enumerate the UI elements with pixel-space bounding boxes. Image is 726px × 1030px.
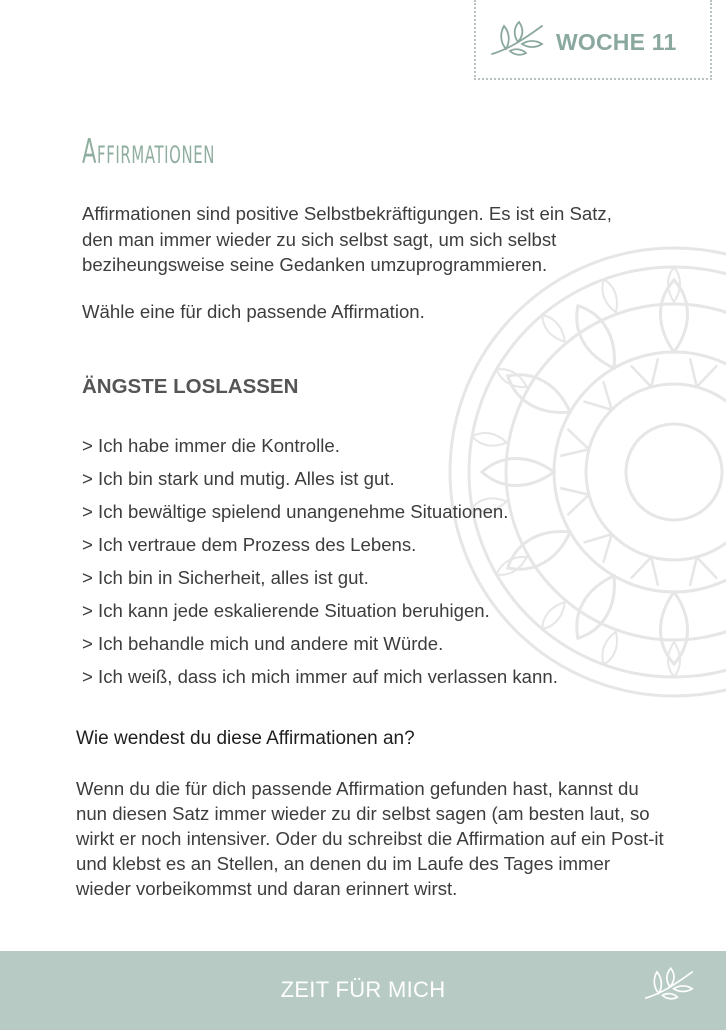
section-title: ÄNGSTE LOSLASSEN (82, 375, 299, 398)
leaf-branch-icon (488, 20, 546, 60)
week-badge (474, 0, 712, 80)
intro-paragraph: Affirmationen sind positive Selbstbekräftigungen. Es ist ein Satz, den man immer wieder zu sich selbst sagt, um sich selbst beziheungsweise seine Gedanken umzuprogrammieren. (82, 203, 612, 275)
list-item: > Ich habe immer die Kontrolle. (82, 435, 340, 456)
list-item: > Ich bewältige spielend unangenehme Situationen. (82, 501, 509, 522)
answer-paragraph: Wenn du die für dich passende Affirmation gefunden hast, kannst du nun diesen Satz immer wieder zu dir selbst sagen (am besten laut, so wirkt er noch intensiver. Oder du schreibst die Affirmation auf ein Post-it und klebst es an Stellen, an denen du im Laufe des Tages immer wieder vorbeikommst und daran erinnert wirst. (76, 778, 664, 899)
list-item: > Ich bin stark und mutig. Alles ist gut. (82, 468, 395, 489)
question-heading: Wie wendest du diese Affirmationen an? (76, 728, 415, 749)
affirmation-list (82, 433, 558, 697)
leaf-branch-icon (642, 965, 696, 1005)
list-item: > Ich vertraue dem Prozess des Lebens. (82, 534, 417, 555)
choose-instruction: Wähle eine für dich passende Affirmation. (82, 301, 425, 322)
list-item: > Ich behandle mich und andere mit Würde. (82, 633, 444, 654)
footer-label: ZEIT FÜR MICH (280, 977, 446, 1002)
week-label: WOCHE 11 (556, 29, 677, 55)
list-item: > Ich bin in Sicherheit, alles ist gut. (82, 567, 369, 588)
list-item: > Ich weiß, dass ich mich immer auf mich verlassen kann. (82, 666, 558, 687)
footer-bar (0, 951, 726, 1030)
list-item: > Ich kann jede eskalierende Situation beruhigen. (82, 600, 490, 621)
page-title: Affirmationen (82, 132, 216, 172)
